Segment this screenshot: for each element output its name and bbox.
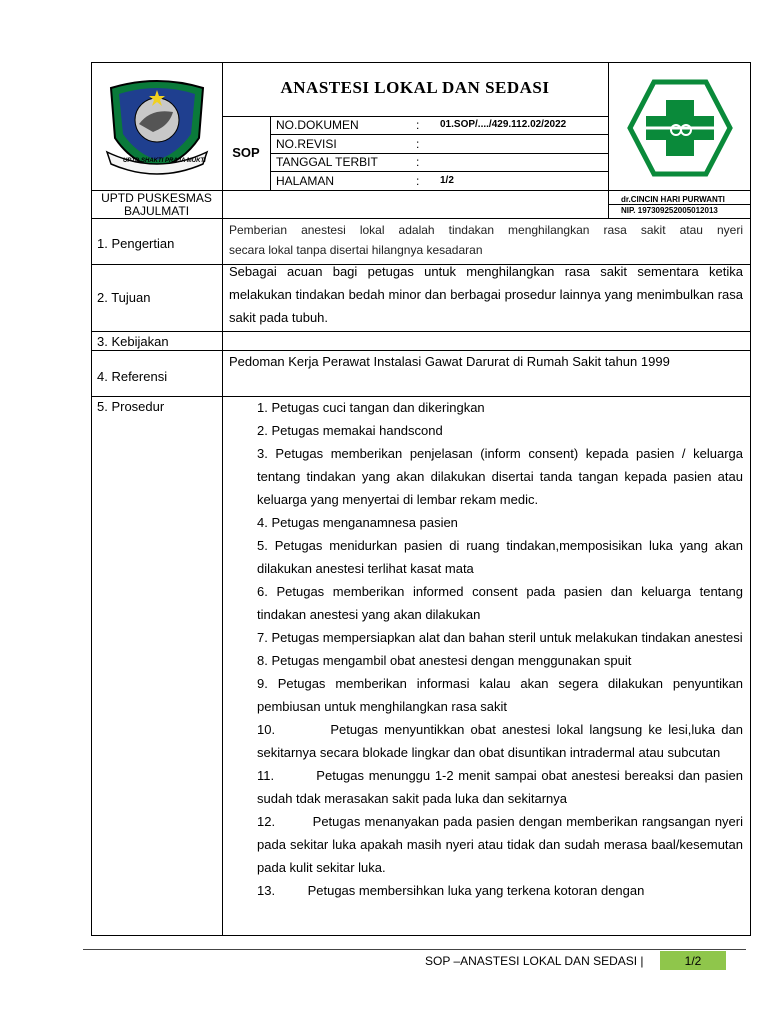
procedure-step: 2. Petugas memakai handscond [257, 423, 443, 438]
section-label-kebijakan: 3. Kebijakan [97, 334, 169, 349]
field-separator: : [416, 118, 420, 132]
pengertian-text: Pemberian anestesi lokal adalah tindakan menghilangkan rasa sakit atau nyeri secara lokal tanpa disertai hilangnya kesadaran [229, 223, 743, 257]
field-separator: : [416, 137, 420, 151]
signatory-nip: NIP. 197309252005012013 [621, 206, 718, 215]
footer-page-badge [660, 951, 726, 970]
section-label-pengertian: 1. Pengertian [97, 236, 175, 251]
referensi-text: Pedoman Kerja Perawat Instalasi Gawat Darurat di Rumah Sakit tahun 1999 [229, 354, 670, 369]
org-name: UPTD PUSKESMAS BAJULMATI [101, 191, 212, 218]
section-label-tujuan: 2. Tujuan [97, 290, 151, 305]
procedure-step: 5. Petugas menidurkan pasien di ruang tindakan,memposisikan luka yang akan dilakukan anestesi terlihat kasat mata [257, 538, 743, 576]
procedure-step: 9. Petugas memberikan informasi kalau akan segera dilakukan penyuntikan pembiusan untuk menghilangkan rasa sakit [257, 676, 743, 714]
signatory-name: dr.CINCIN HARI PURWANTI [621, 195, 725, 204]
section-label-prosedur: 5. Prosedur [97, 399, 165, 414]
field-separator: : [416, 155, 420, 169]
procedure-step: 13. Petugas membersihkan luka yang terkena kotoran dengan [257, 883, 645, 898]
footer-title: SOP –ANASTESI LOKAL DAN SEDASI | [425, 954, 644, 968]
procedure-step: 11. Petugas menunggu 1-2 menit sampai obat anestesi bereaksi dan pasien sudah tdak merasakan sakit pada luka dan sekitarnya [257, 768, 747, 806]
sop-label: SOP [232, 145, 260, 160]
regency-emblem-logo [103, 72, 211, 180]
procedure-step: 10. Petugas menyuntikkan obat anestesi lokal langsung ke lesi,luka dan sekitarnya secara blokade lingkar dan obat disuntikan intradermal atau subcutan [257, 722, 747, 760]
procedure-step: 6. Petugas memberikan informed consent pada pasien dan keluarga tentang tindakan anestesi yang akan dilakukan [257, 584, 743, 622]
field-label: NO.REVISI [276, 137, 337, 151]
procedure-step: 12. Petugas menanyakan pada pasien dengan memberikan rangsangan nyeri pada sekitar luka apakah masih nyeri atau tidak dan sudah merasa baal/kesemutan pada kulit sekitar luka. [257, 814, 747, 875]
procedure-step: 8. Petugas mengambil obat anestesi dengan menggunakan spuit [257, 653, 632, 668]
field-separator: : [416, 174, 420, 188]
field-label: TANGGAL TERBIT [276, 155, 378, 169]
section-label-referensi: 4. Referensi [97, 369, 168, 384]
field-label: NO.DOKUMEN [276, 118, 359, 132]
field-label: HALAMAN [276, 174, 335, 188]
procedure-step: 7. Petugas mempersiapkan alat dan bahan steril untuk melakukan tindakan anestesi [257, 630, 743, 645]
footer-rule [83, 949, 746, 950]
emblem-ribbon-text: UPTD SHAKTI PRAJA MUKTI [123, 158, 206, 164]
field-value: 1/2 [440, 175, 454, 186]
procedure-step: 1. Petugas cuci tangan dan dikeringkan [257, 400, 485, 415]
tujuan-text: Sebagai acuan bagi petugas untuk menghilangkan rasa sakit sementara ketika melakukan tindakan bedah minor dan berbagai prosedur lainnya yang menimbulkan rasa sakit pada tubuh. [229, 264, 743, 325]
prosedur-steps [257, 396, 747, 935]
procedure-step: 4. Petugas menganamnesa pasien [257, 515, 458, 530]
field-value: 01.SOP/..../429.112.02/2022 [440, 119, 567, 130]
puskesmas-logo [626, 78, 734, 178]
page-title: ANASTESI LOKAL DAN SEDASI [280, 78, 550, 97]
footer-page-number: 1/2 [684, 954, 702, 968]
procedure-step: 3. Petugas memberikan penjelasan (inform consent) kepada pasien / keluarga tentang tindakan yang akan dilakukan disertai tanda tangan kepada pasien atau keluarga yang menyertai di lembar rekam medic. [257, 446, 743, 507]
